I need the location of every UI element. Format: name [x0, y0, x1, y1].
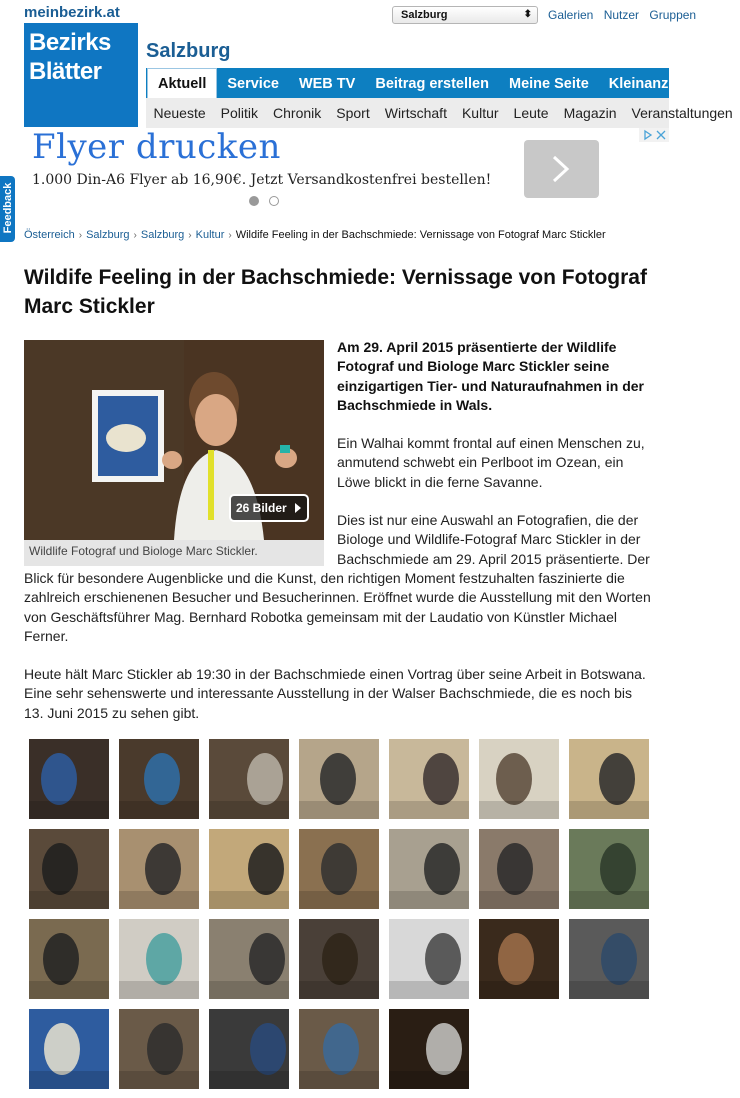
- sub-nav-chronik[interactable]: Chronik: [273, 105, 322, 121]
- sub-nav-sport[interactable]: Sport: [336, 105, 370, 121]
- bezirksblaetter-logo[interactable]: [24, 23, 138, 127]
- image-caption: Wildlife Fotograf und Biologe Marc Stickler.: [24, 540, 324, 566]
- sub-nav-wirtschaft[interactable]: Wirtschaft: [384, 105, 447, 121]
- logo-line-2: Blätter: [29, 58, 102, 85]
- gallery-count-button[interactable]: [229, 494, 309, 522]
- sub-nav-neueste[interactable]: Neueste: [153, 105, 206, 121]
- sub-nav-magazin[interactable]: Magazin: [563, 105, 617, 121]
- chevron-right-icon: ›: [188, 230, 192, 241]
- feedback-label: Feedback: [2, 182, 14, 234]
- carousel-dot[interactable]: [269, 196, 279, 206]
- gallery-thumbnail[interactable]: [569, 919, 649, 999]
- main-nav-webtv[interactable]: WEB TV: [298, 76, 356, 92]
- top-links: [548, 8, 703, 22]
- breadcrumb-salzburg-city[interactable]: Salzburg: [140, 229, 185, 241]
- chevron-right-icon: ›: [133, 230, 137, 241]
- gallery-thumbnail[interactable]: [119, 1009, 199, 1089]
- gallery-thumbnail[interactable]: [569, 739, 649, 819]
- sub-nav-politik[interactable]: Politik: [220, 105, 259, 121]
- sub-nav-kultur[interactable]: Kultur: [461, 105, 499, 121]
- select-arrows-icon: ⬍: [523, 9, 532, 20]
- gallery-thumbnail[interactable]: [209, 1009, 289, 1089]
- gallery-thumbnail[interactable]: [29, 919, 109, 999]
- gallery-thumbnail[interactable]: [119, 829, 199, 909]
- breadcrumb-kultur[interactable]: Kultur: [195, 229, 225, 241]
- sub-nav-leute[interactable]: Leute: [513, 105, 549, 121]
- gallery-thumbnail[interactable]: [389, 739, 469, 819]
- gallery-thumbnail[interactable]: [209, 739, 289, 819]
- ad-text: 1.000 Din-A6 Flyer ab 16,90€. Jetzt Versandkostenfrei bestellen!: [32, 172, 492, 188]
- main-nav-beitrag-erstellen[interactable]: Beitrag erstellen: [375, 76, 489, 92]
- link-nutzer[interactable]: Nutzer: [603, 8, 640, 22]
- gallery-thumbnail[interactable]: [29, 1009, 109, 1089]
- main-nav-meine-seite[interactable]: Meine Seite: [508, 76, 589, 92]
- main-nav-service[interactable]: Service: [227, 76, 279, 92]
- chevron-right-icon: [550, 155, 572, 183]
- chevron-right-icon: ›: [228, 230, 232, 241]
- logo-line-1: Bezirks: [29, 29, 111, 56]
- link-gruppen[interactable]: Gruppen: [649, 8, 697, 22]
- gallery-thumbnail[interactable]: [29, 829, 109, 909]
- gallery-thumbnail[interactable]: [299, 919, 379, 999]
- article-lead: Am 29. April 2015 präsentierte der Wildlife Fotograf und Biologe Marc Stickler seine einzigartigen Tier- und Naturaufnahmen in der Bachschmiede in Wals.: [337, 339, 644, 413]
- adchoices-icon[interactable]: [639, 128, 669, 142]
- gallery-thumbnail[interactable]: [569, 829, 649, 909]
- gallery-thumbnail[interactable]: [389, 1009, 469, 1089]
- gallery-thumbnail[interactable]: [479, 919, 559, 999]
- feedback-tab[interactable]: [0, 176, 15, 242]
- gallery-thumbnail[interactable]: [29, 739, 109, 819]
- gallery-thumbnail[interactable]: [119, 739, 199, 819]
- ad-next-button[interactable]: [524, 140, 599, 198]
- region-title: Salzburg: [146, 40, 231, 62]
- gallery-thumbnail[interactable]: [299, 1009, 379, 1089]
- carousel-dot-active[interactable]: [249, 196, 259, 206]
- breadcrumb-salzburg-state[interactable]: Salzburg: [86, 229, 130, 241]
- play-arrow-icon: [295, 503, 301, 513]
- ad-title: Flyer drucken: [32, 127, 281, 167]
- article-paragraph-1: Ein Walhai kommt frontal auf einen Menschen zu, anmutend schwebt ein Perlboot im Ozean, ein Löwe blickt in die ferne Savanne.: [337, 435, 645, 490]
- gallery-thumbnail[interactable]: [299, 829, 379, 909]
- region-select[interactable]: [392, 6, 538, 24]
- gallery-thumbnail[interactable]: [389, 829, 469, 909]
- gallery-thumbnail[interactable]: [389, 919, 469, 999]
- article-paragraph-3: Heute hält Marc Stickler ab 19:30 in der Bachschmiede einen Vortrag über seine Arbeit in Botswana. Eine sehr sehenswerte und interessante Ausstellung in der Walser Bachschmiede, die es noch bis 13. Juni 2015 zu sehen gibt.: [24, 666, 646, 721]
- article-headline: Wildife Feeling in der Bachschmiede: Vernissage von Fotograf Marc Stickler: [24, 266, 647, 318]
- breadcrumb: [24, 229, 606, 241]
- gallery-thumbnail[interactable]: [209, 919, 289, 999]
- ad-banner[interactable]: [0, 127, 669, 213]
- gallery-thumbnail[interactable]: [119, 919, 199, 999]
- link-galerien[interactable]: Galerien: [548, 8, 594, 22]
- sub-nav-veranstaltungen[interactable]: Veranstaltungen: [631, 105, 733, 121]
- sub-nav: [146, 98, 733, 128]
- region-select-value: Salzburg: [401, 9, 448, 21]
- gallery-thumbnail[interactable]: [479, 739, 559, 819]
- main-nav-aktuell[interactable]: Aktuell: [147, 68, 217, 98]
- chevron-right-icon: ›: [78, 230, 83, 241]
- breadcrumb-oesterreich[interactable]: Österreich: [24, 229, 75, 241]
- site-url-link[interactable]: meinbezirk.at: [24, 4, 120, 21]
- gallery-thumbnail[interactable]: [479, 829, 559, 909]
- gallery-thumbnail[interactable]: [299, 739, 379, 819]
- main-nav-kleinanzeigen[interactable]: Kleinanzeigen: [608, 76, 707, 92]
- main-nav: [146, 68, 707, 98]
- gallery-thumbnail[interactable]: [209, 829, 289, 909]
- breadcrumb-current: Wildife Feeling in der Bachschmiede: Vernissage von Fotograf Marc Stickler: [235, 229, 606, 241]
- gallery-count-label: 26 Bilder: [236, 501, 287, 515]
- article-paragraph-2: Dies ist nur eine Auswahl an Fotografien, die der Biologe und Wildlife-Fotograf Marc Stickler in der Bachschmiede am 29. April 2015 präsentierte. Der Blick für besondere Augenblicke und die Kunst, den richtigen Moment festzuhalten faszinierte die zahlreich erschienenen Besucher und Besucherinnen. Eröffnet wurde die Ausstellung mit den Worten von Geschäftsführer Mag. Bernhard Robotka gemeinsam mit der Laudatio von Künstler Michael Ferner.: [24, 512, 651, 644]
